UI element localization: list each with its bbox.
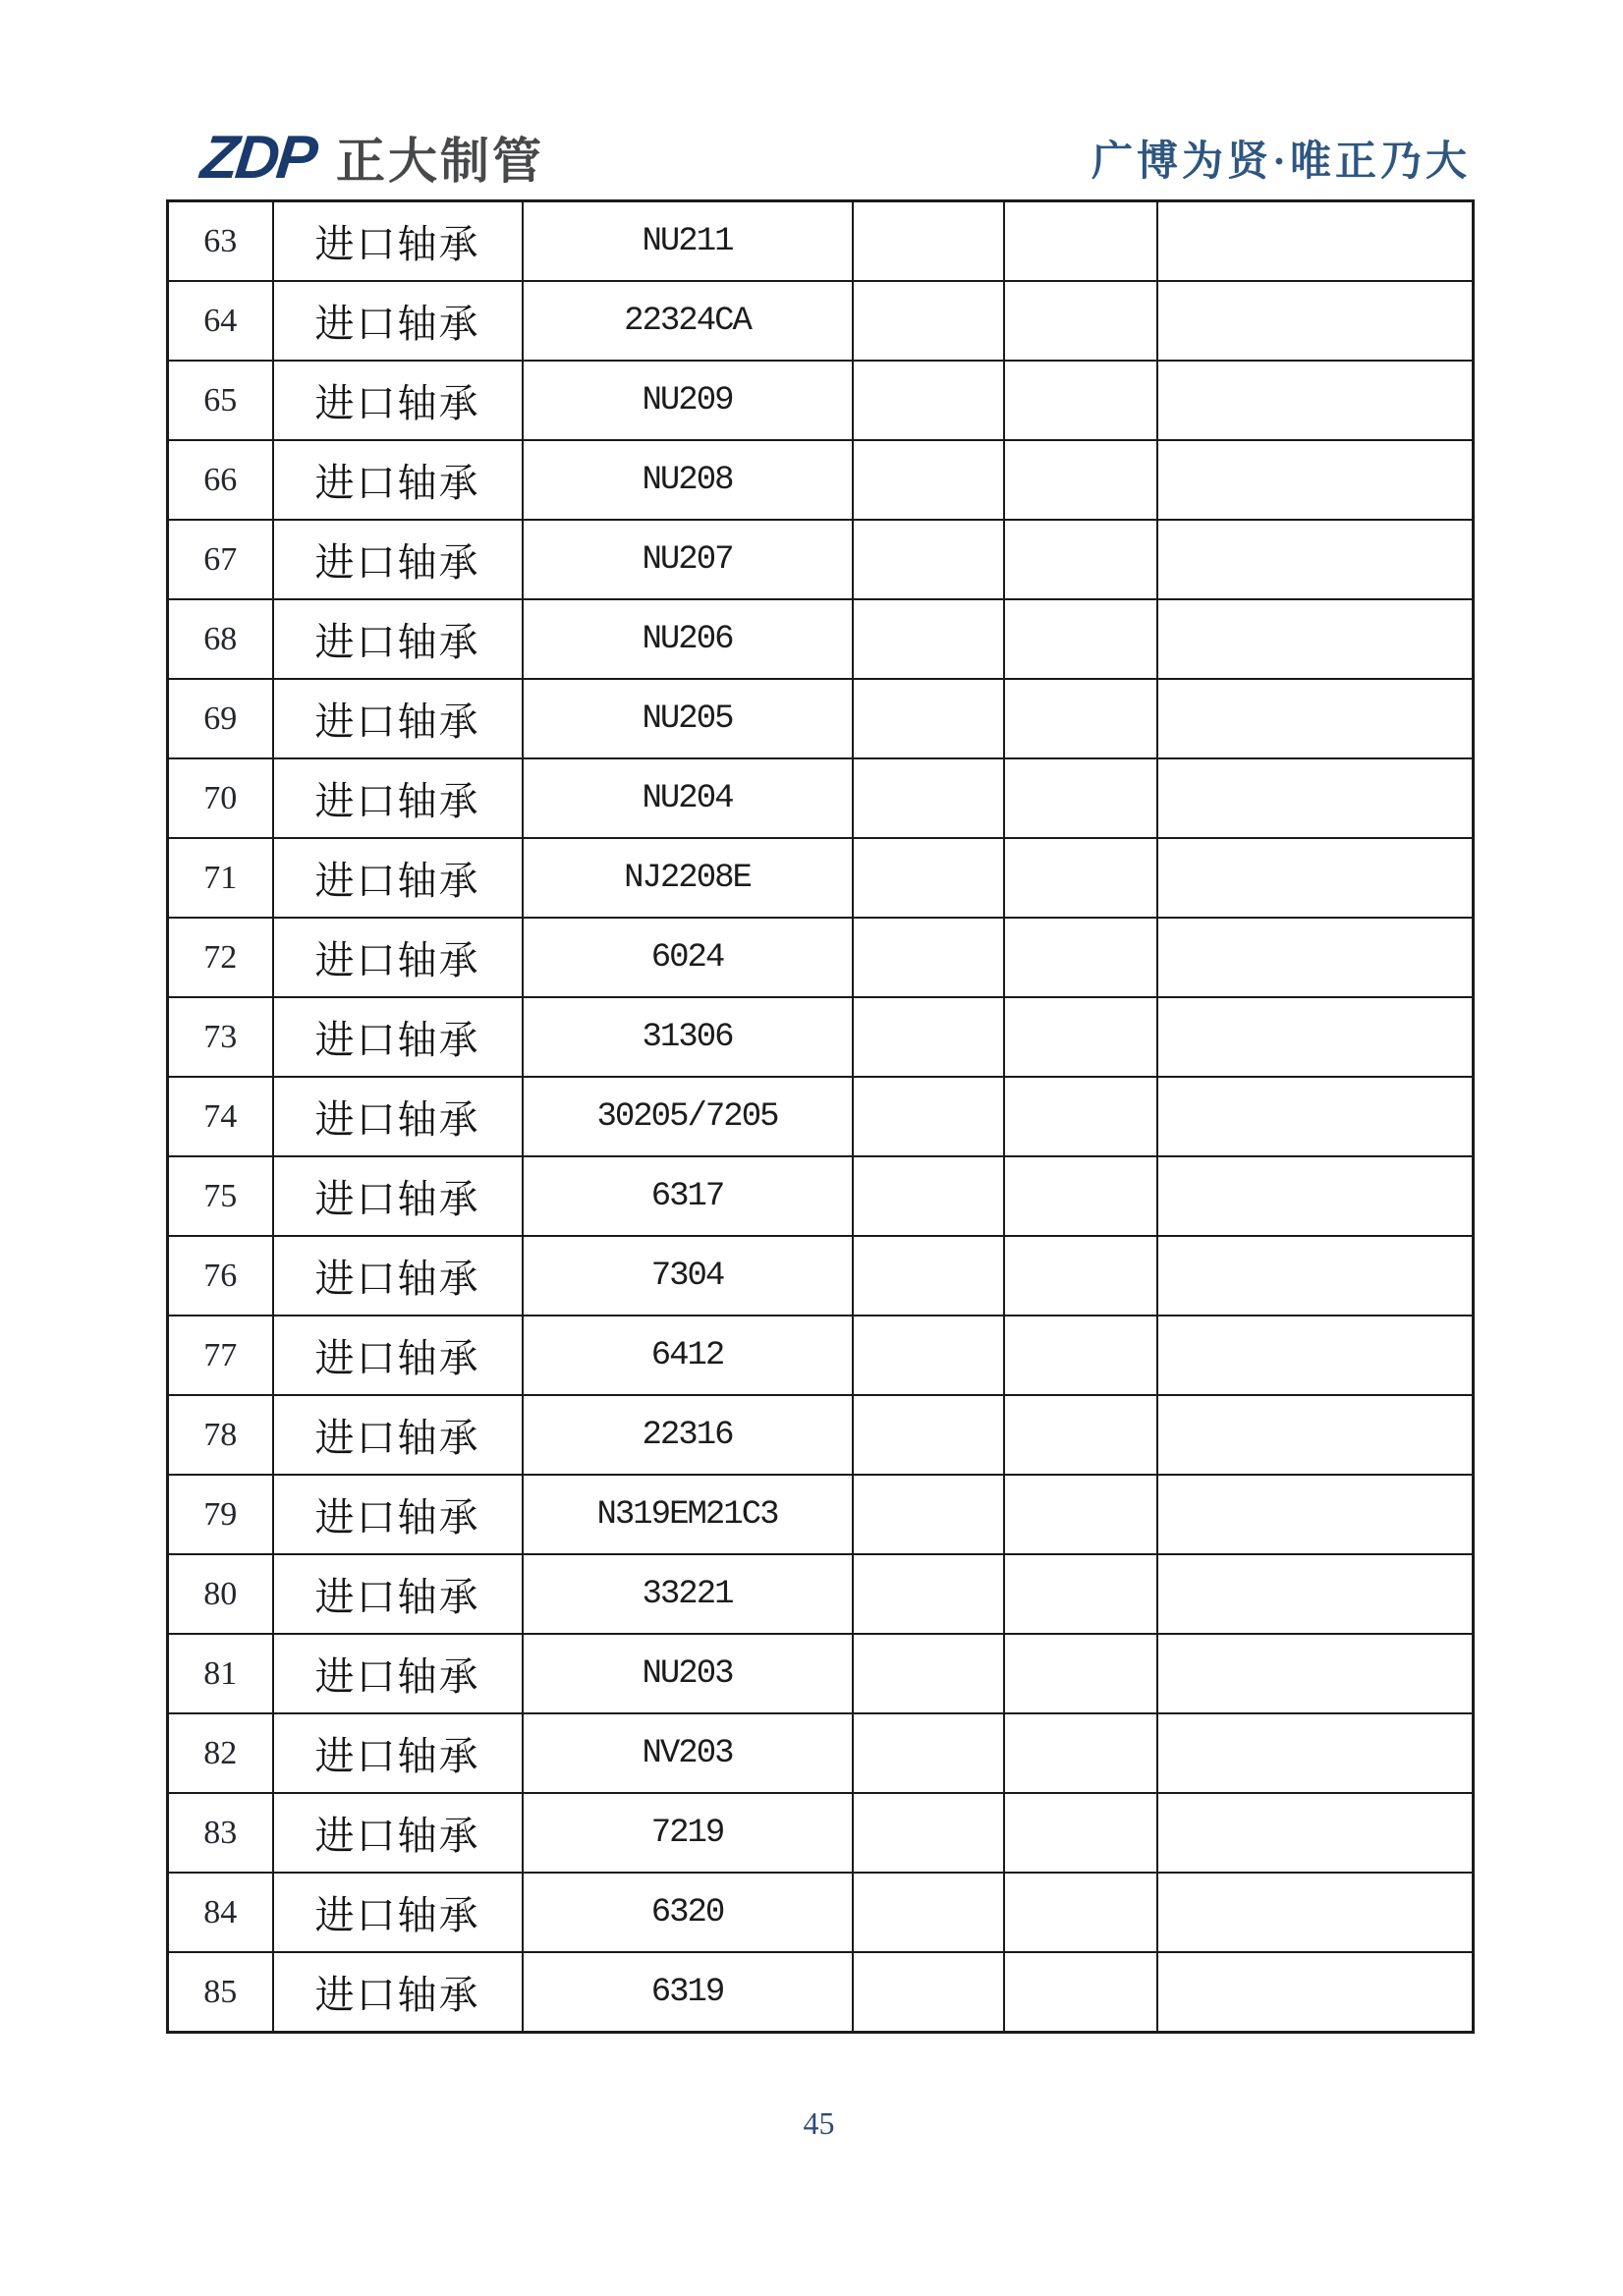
cell-empty xyxy=(1004,758,1157,838)
cell-model: 7219 xyxy=(523,1793,853,1873)
cell-empty xyxy=(853,1713,1004,1793)
cell-empty xyxy=(853,1156,1004,1236)
table-row xyxy=(168,599,1474,679)
cell-row-number: 77 xyxy=(168,1316,273,1395)
table-row xyxy=(168,1236,1474,1316)
cell-category: 进口轴承 xyxy=(273,361,523,440)
cell-empty xyxy=(1157,361,1474,440)
page-header xyxy=(0,0,1623,196)
cell-empty xyxy=(1157,599,1474,679)
cell-model: N319EM21C3 xyxy=(523,1475,853,1554)
cell-model: NU211 xyxy=(523,201,853,282)
cell-empty xyxy=(1004,1077,1157,1156)
cell-row-number: 84 xyxy=(168,1873,273,1952)
cell-empty xyxy=(853,1395,1004,1475)
header-slogan: 广博为贤·唯正乃大 xyxy=(1091,140,1471,185)
cell-model: 6319 xyxy=(523,1952,853,2033)
page-number: 45 xyxy=(803,2105,835,2141)
cell-category: 进口轴承 xyxy=(273,918,523,997)
cell-empty xyxy=(1157,1475,1474,1554)
cell-row-number: 78 xyxy=(168,1395,273,1475)
cell-model: NU206 xyxy=(523,599,853,679)
cell-empty xyxy=(1157,1236,1474,1316)
cell-category: 进口轴承 xyxy=(273,1793,523,1873)
cell-empty xyxy=(1004,1554,1157,1634)
cell-row-number: 68 xyxy=(168,599,273,679)
cell-empty xyxy=(1004,1395,1157,1475)
cell-model: 22316 xyxy=(523,1395,853,1475)
cell-empty xyxy=(1004,201,1157,282)
cell-model: NU204 xyxy=(523,758,853,838)
cell-empty xyxy=(1157,201,1474,282)
cell-empty xyxy=(1157,1713,1474,1793)
table-row xyxy=(168,1316,1474,1395)
table-row xyxy=(168,201,1474,282)
cell-empty xyxy=(853,599,1004,679)
cell-model: 7304 xyxy=(523,1236,853,1316)
cell-empty xyxy=(853,440,1004,520)
cell-row-number: 74 xyxy=(168,1077,273,1156)
table-row xyxy=(168,679,1474,758)
cell-empty xyxy=(1157,1077,1474,1156)
cell-model: NU208 xyxy=(523,440,853,520)
cell-empty xyxy=(853,1236,1004,1316)
cell-row-number: 71 xyxy=(168,838,273,918)
cell-empty xyxy=(853,520,1004,599)
cell-empty xyxy=(853,838,1004,918)
cell-empty xyxy=(1004,1236,1157,1316)
cell-empty xyxy=(1004,1952,1157,2033)
cell-empty xyxy=(853,1316,1004,1395)
cell-model: 33221 xyxy=(523,1554,853,1634)
cell-model: NU207 xyxy=(523,520,853,599)
cell-category: 进口轴承 xyxy=(273,1554,523,1634)
cell-empty xyxy=(1157,1554,1474,1634)
table-row xyxy=(168,440,1474,520)
cell-category: 进口轴承 xyxy=(273,599,523,679)
cell-empty xyxy=(853,1873,1004,1952)
cell-empty xyxy=(1157,440,1474,520)
table-row xyxy=(168,918,1474,997)
cell-row-number: 81 xyxy=(168,1634,273,1713)
cell-category: 进口轴承 xyxy=(273,1475,523,1554)
cell-empty xyxy=(1157,1793,1474,1873)
cell-model: NJ2208E xyxy=(523,838,853,918)
cell-empty xyxy=(853,1077,1004,1156)
cell-empty xyxy=(1004,599,1157,679)
parts-table xyxy=(166,199,1475,2034)
cell-model: 30205/7205 xyxy=(523,1077,853,1156)
table-row xyxy=(168,758,1474,838)
cell-row-number: 80 xyxy=(168,1554,273,1634)
table-row xyxy=(168,1395,1474,1475)
cell-empty xyxy=(1157,758,1474,838)
cell-category: 进口轴承 xyxy=(273,1873,523,1952)
cell-category: 进口轴承 xyxy=(273,838,523,918)
cell-empty xyxy=(1004,997,1157,1077)
table-row xyxy=(168,520,1474,599)
cell-empty xyxy=(1157,1873,1474,1952)
table-row xyxy=(168,1713,1474,1793)
table-row xyxy=(168,281,1474,361)
cell-empty xyxy=(853,281,1004,361)
cell-empty xyxy=(853,918,1004,997)
cell-category: 进口轴承 xyxy=(273,679,523,758)
cell-row-number: 76 xyxy=(168,1236,273,1316)
table-row xyxy=(168,1077,1474,1156)
cell-empty xyxy=(1004,281,1157,361)
cell-category: 进口轴承 xyxy=(273,758,523,838)
cell-row-number: 70 xyxy=(168,758,273,838)
cell-empty xyxy=(1004,440,1157,520)
cell-empty xyxy=(1157,838,1474,918)
table-row xyxy=(168,1873,1474,1952)
cell-empty xyxy=(1004,1475,1157,1554)
cell-empty xyxy=(1157,520,1474,599)
cell-row-number: 82 xyxy=(168,1713,273,1793)
table-row xyxy=(168,1475,1474,1554)
cell-empty xyxy=(1157,1395,1474,1475)
cell-row-number: 83 xyxy=(168,1793,273,1873)
table-row xyxy=(168,1952,1474,2033)
cell-empty xyxy=(1004,520,1157,599)
cell-empty xyxy=(1004,918,1157,997)
cell-empty xyxy=(853,679,1004,758)
cell-category: 进口轴承 xyxy=(273,1634,523,1713)
cell-model: NV203 xyxy=(523,1713,853,1793)
cell-category: 进口轴承 xyxy=(273,1952,523,2033)
cell-empty xyxy=(1157,1316,1474,1395)
cell-model: NU203 xyxy=(523,1634,853,1713)
cell-row-number: 85 xyxy=(168,1952,273,2033)
cell-category: 进口轴承 xyxy=(273,201,523,282)
cell-model: 6317 xyxy=(523,1156,853,1236)
cell-empty xyxy=(1004,1713,1157,1793)
cell-model: 6320 xyxy=(523,1873,853,1952)
cell-empty xyxy=(1004,1634,1157,1713)
cell-category: 进口轴承 xyxy=(273,281,523,361)
cell-model: NU209 xyxy=(523,361,853,440)
cell-empty xyxy=(1004,838,1157,918)
cell-empty xyxy=(853,201,1004,282)
cell-row-number: 66 xyxy=(168,440,273,520)
table-row xyxy=(168,361,1474,440)
cell-model: NU205 xyxy=(523,679,853,758)
cell-empty xyxy=(1004,1156,1157,1236)
table-row xyxy=(168,1156,1474,1236)
cell-empty xyxy=(1157,679,1474,758)
cell-empty xyxy=(1157,281,1474,361)
cell-row-number: 73 xyxy=(168,997,273,1077)
cell-empty xyxy=(853,361,1004,440)
cell-category: 进口轴承 xyxy=(273,1316,523,1395)
cell-row-number: 72 xyxy=(168,918,273,997)
table-row xyxy=(168,838,1474,918)
cell-category: 进口轴承 xyxy=(273,1395,523,1475)
cell-empty xyxy=(1004,1316,1157,1395)
cell-row-number: 69 xyxy=(168,679,273,758)
cell-empty xyxy=(1157,1634,1474,1713)
cell-model: 6412 xyxy=(523,1316,853,1395)
cell-empty xyxy=(853,997,1004,1077)
cell-row-number: 67 xyxy=(168,520,273,599)
cell-row-number: 64 xyxy=(168,281,273,361)
cell-empty xyxy=(853,1554,1004,1634)
table-row xyxy=(168,997,1474,1077)
logo-zdp-acronym: ZDP xyxy=(197,124,318,192)
table-row xyxy=(168,1554,1474,1634)
cell-category: 进口轴承 xyxy=(273,1156,523,1236)
cell-row-number: 79 xyxy=(168,1475,273,1554)
cell-category: 进口轴承 xyxy=(273,520,523,599)
table-row xyxy=(168,1793,1474,1873)
cell-empty xyxy=(1157,1952,1474,2033)
parts-table-body xyxy=(168,201,1474,2033)
cell-category: 进口轴承 xyxy=(273,1236,523,1316)
cell-model: 6024 xyxy=(523,918,853,997)
cell-empty xyxy=(1004,1793,1157,1873)
cell-empty xyxy=(853,1793,1004,1873)
company-logo xyxy=(197,124,544,192)
cell-empty xyxy=(1157,1156,1474,1236)
cell-empty xyxy=(853,1475,1004,1554)
cell-empty xyxy=(1004,679,1157,758)
cell-empty xyxy=(1157,997,1474,1077)
cell-row-number: 63 xyxy=(168,201,273,282)
cell-model: 22324CA xyxy=(523,281,853,361)
cell-row-number: 65 xyxy=(168,361,273,440)
cell-empty xyxy=(1004,361,1157,440)
cell-empty xyxy=(853,1952,1004,2033)
cell-empty xyxy=(1004,1873,1157,1952)
cell-category: 进口轴承 xyxy=(273,997,523,1077)
cell-empty xyxy=(853,1634,1004,1713)
cell-category: 进口轴承 xyxy=(273,1713,523,1793)
cell-empty xyxy=(1157,918,1474,997)
cell-row-number: 75 xyxy=(168,1156,273,1236)
cell-empty xyxy=(853,758,1004,838)
logo-company-name: 正大制管 xyxy=(336,134,544,189)
table-row xyxy=(168,1634,1474,1713)
cell-category: 进口轴承 xyxy=(273,1077,523,1156)
cell-model: 31306 xyxy=(523,997,853,1077)
cell-category: 进口轴承 xyxy=(273,440,523,520)
